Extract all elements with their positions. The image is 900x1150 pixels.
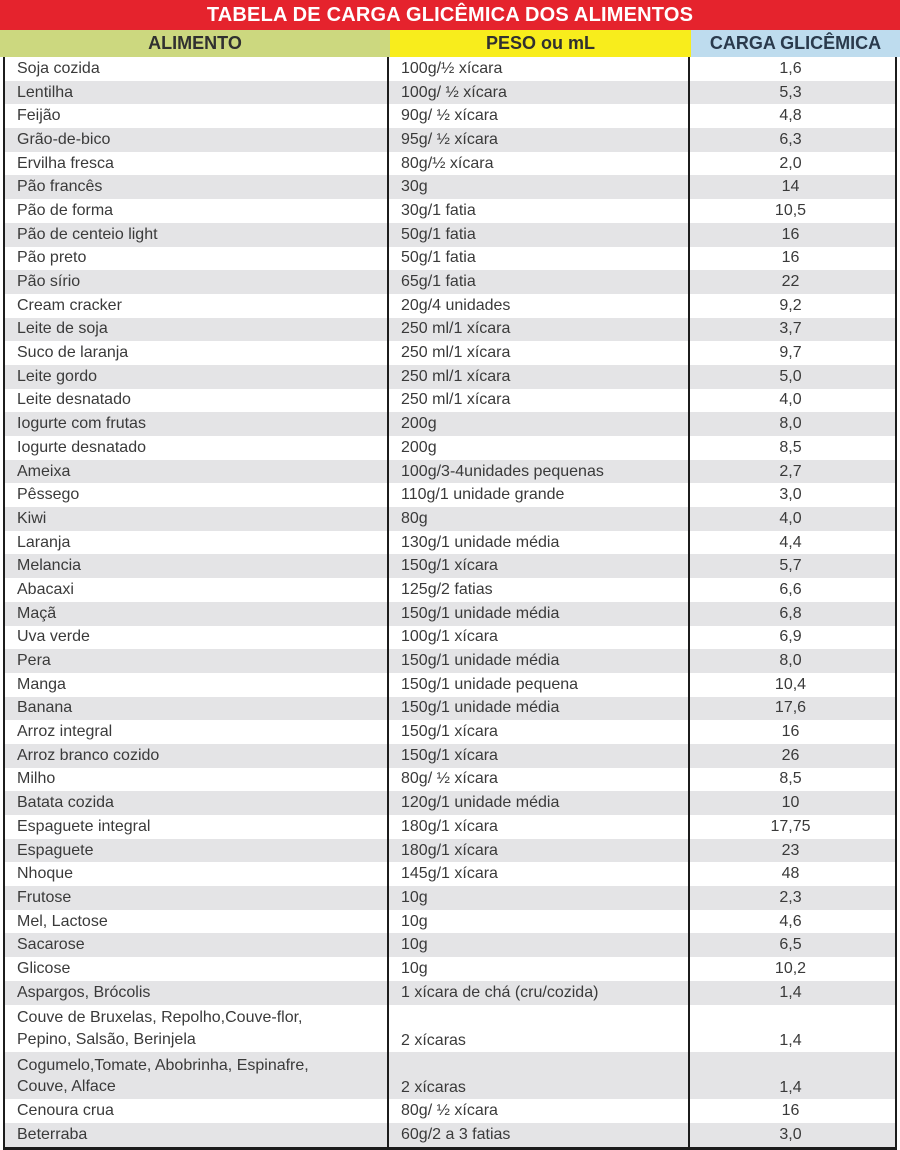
carga-cell: 16 (781, 225, 800, 243)
alimento-cell: Frutose (17, 888, 72, 906)
peso-cell: 100g/ ½ xícara (401, 83, 507, 101)
table-row (5, 768, 895, 792)
carga-cell: 2,0 (779, 154, 802, 172)
table-title: TABELA DE CARGA GLICÊMICA DOS ALIMENTOS (206, 3, 694, 26)
carga-cell: 6,3 (779, 130, 802, 148)
alimento-cell: Beterraba (17, 1125, 88, 1143)
table-row (5, 104, 895, 128)
peso-cell: 200g (401, 438, 437, 456)
peso-cell: 95g/ ½ xícara (401, 130, 498, 148)
carga-cell: 23 (781, 841, 800, 859)
peso-cell: 1 xícara de chá (cru/cozida) (401, 983, 599, 1001)
carga-cell: 10,5 (774, 201, 807, 219)
carga-cell: 2,3 (779, 888, 802, 906)
carga-cell: 10,4 (774, 675, 807, 693)
table-title-bar (0, 0, 900, 30)
peso-cell: 100g/½ xícara (401, 59, 503, 77)
carga-cell: 26 (781, 746, 800, 764)
alimento-cell: Batata cozida (17, 794, 114, 812)
peso-cell: 90g/ ½ xícara (401, 107, 498, 125)
carga-cell: 4,0 (779, 509, 802, 527)
peso-cell: 250 ml/1 xícara (401, 367, 511, 385)
alimento-cell: Iogurte desnatado (17, 438, 146, 456)
table-row (5, 626, 895, 650)
peso-cell: 180g/1 xícara (401, 841, 498, 859)
header-peso: PESO ou mL (390, 30, 691, 57)
alimento-cell: Feijão (17, 107, 61, 125)
table-row (5, 862, 895, 886)
carga-cell: 17,75 (770, 817, 811, 835)
table-row (5, 554, 895, 578)
carga-cell: 10,2 (774, 959, 807, 977)
table-row (5, 507, 895, 531)
carga-cell: 16 (781, 1102, 800, 1120)
table-row (5, 199, 895, 223)
carga-cell: 16 (781, 249, 800, 267)
table-row (5, 460, 895, 484)
alimento-cell: Sacarose (17, 936, 85, 954)
peso-cell: 2 xícaras (401, 1079, 466, 1097)
alimento-cell: Ervilha fresca (17, 154, 114, 172)
table-row (5, 910, 895, 934)
carga-cell: 5,0 (779, 367, 802, 385)
peso-cell: 80g/ ½ xícara (401, 1102, 498, 1120)
table-row (5, 223, 895, 247)
carga-cell: 1,6 (779, 59, 802, 77)
alimento-cell: Aspargos, Brócolis (17, 983, 151, 1001)
alimento-cell: Kiwi (17, 509, 47, 527)
peso-cell: 100g/3-4unidades pequenas (401, 462, 604, 480)
carga-cell: 3,0 (779, 1125, 802, 1143)
peso-cell: 100g/1 xícara (401, 628, 498, 646)
carga-cell: 4,8 (779, 107, 802, 125)
peso-cell: 250 ml/1 xícara (401, 391, 511, 409)
carga-cell: 9,2 (779, 296, 802, 314)
carga-cell: 1,4 (779, 983, 802, 1001)
table-row (5, 649, 895, 673)
alimento-cell: Cream cracker (17, 296, 122, 314)
carga-cell: 8,5 (779, 770, 802, 788)
table-row (5, 341, 895, 365)
table-row (5, 57, 895, 81)
header-carga-glicemica: CARGA GLICÊMICA (691, 30, 900, 57)
table-row (5, 981, 895, 1005)
alimento-cell: Mel, Lactose (17, 912, 108, 930)
table-row (5, 531, 895, 555)
carga-cell: 48 (781, 865, 800, 883)
table-row (5, 602, 895, 626)
peso-cell: 10g (401, 959, 428, 977)
alimento-cell: Cogumelo,Tomate, Abobrinha, Espinafre, Couve, Alface (17, 1056, 309, 1096)
carga-cell: 8,5 (779, 438, 802, 456)
table-row (5, 1099, 895, 1123)
column-header-row (0, 30, 900, 57)
carga-cell: 16 (781, 723, 800, 741)
alimento-cell: Leite gordo (17, 367, 98, 385)
carga-cell: 5,7 (779, 557, 802, 575)
table-row (5, 389, 895, 413)
peso-cell: 250 ml/1 xícara (401, 320, 511, 338)
carga-cell: 9,7 (779, 344, 802, 362)
alimento-cell: Abacaxi (17, 580, 74, 598)
carga-cell: 6,5 (779, 936, 802, 954)
alimento-cell: Soja cozida (17, 59, 100, 77)
alimento-cell: Espaguete (17, 841, 94, 859)
table-row (5, 720, 895, 744)
alimento-cell: Pêssego (17, 486, 80, 504)
peso-cell: 80g/½ xícara (401, 154, 494, 172)
alimento-cell: Leite desnatado (17, 391, 131, 409)
peso-cell: 130g/1 unidade média (401, 533, 560, 551)
table-row (5, 697, 895, 721)
carga-cell: 4,4 (779, 533, 802, 551)
peso-cell: 50g/1 fatia (401, 225, 476, 243)
carga-cell: 5,3 (779, 83, 802, 101)
carga-cell: 10 (781, 794, 800, 812)
alimento-cell: Arroz integral (17, 723, 113, 741)
table-row (5, 81, 895, 105)
peso-cell: 10g (401, 912, 428, 930)
header-alimento: ALIMENTO (0, 30, 390, 57)
alimento-cell: Milho (17, 770, 56, 788)
table-row (5, 744, 895, 768)
peso-cell: 30g/1 fatia (401, 201, 476, 219)
alimento-cell: Melancia (17, 557, 82, 575)
carga-cell: 6,9 (779, 628, 802, 646)
alimento-cell: Suco de laranja (17, 344, 129, 362)
alimento-cell: Espaguete integral (17, 817, 151, 835)
peso-cell: 150g/1 xícara (401, 557, 498, 575)
table-row (5, 436, 895, 460)
table-row (5, 1052, 895, 1099)
peso-cell: 150g/1 unidade média (401, 604, 560, 622)
table-row (5, 365, 895, 389)
peso-cell: 150g/1 xícara (401, 746, 498, 764)
carga-cell: 4,0 (779, 391, 802, 409)
table-row (5, 886, 895, 910)
alimento-cell: Glicose (17, 959, 71, 977)
table-row (5, 175, 895, 199)
alimento-cell: Pão sírio (17, 273, 81, 291)
alimento-cell: Leite de soja (17, 320, 108, 338)
table-row (5, 673, 895, 697)
peso-cell: 50g/1 fatia (401, 249, 476, 267)
alimento-cell: Banana (17, 699, 73, 717)
table-row (5, 483, 895, 507)
peso-cell: 10g (401, 888, 428, 906)
peso-cell: 250 ml/1 xícara (401, 344, 511, 362)
table-row (5, 318, 895, 342)
peso-cell: 150g/1 unidade média (401, 699, 560, 717)
peso-cell: 2 xícaras (401, 1031, 466, 1049)
peso-cell: 10g (401, 936, 428, 954)
peso-cell: 120g/1 unidade média (401, 794, 560, 812)
peso-cell: 150g/1 unidade pequena (401, 675, 579, 693)
carga-cell: 6,6 (779, 580, 802, 598)
peso-cell: 200g (401, 415, 437, 433)
alimento-cell: Pera (17, 652, 51, 670)
carga-cell: 17,6 (774, 699, 807, 717)
alimento-cell: Manga (17, 675, 66, 693)
table-row (5, 578, 895, 602)
table-row (5, 933, 895, 957)
carga-cell: 3,7 (779, 320, 802, 338)
carga-cell: 4,6 (779, 912, 802, 930)
peso-cell: 30g (401, 178, 428, 196)
table-row (5, 128, 895, 152)
alimento-cell: Uva verde (17, 628, 90, 646)
alimento-cell: Cenoura crua (17, 1102, 114, 1120)
peso-cell: 180g/1 xícara (401, 817, 498, 835)
carga-cell: 8,0 (779, 652, 802, 670)
carga-cell: 3,0 (779, 486, 802, 504)
alimento-cell: Arroz branco cozido (17, 746, 160, 764)
peso-cell: 150g/1 xícara (401, 723, 498, 741)
carga-cell: 8,0 (779, 415, 802, 433)
table-row (5, 791, 895, 815)
table-row (5, 957, 895, 981)
alimento-cell: Pão de forma (17, 201, 114, 219)
peso-cell: 145g/1 xícara (401, 865, 498, 883)
alimento-cell: Ameixa (17, 462, 71, 480)
table-row (5, 839, 895, 863)
carga-cell: 1,4 (779, 1031, 802, 1049)
peso-cell: 80g (401, 509, 428, 527)
peso-cell: 60g/2 a 3 fatias (401, 1125, 511, 1143)
alimento-cell: Pão de centeio light (17, 225, 158, 243)
table-body (3, 57, 897, 1150)
alimento-cell: Lentilha (17, 83, 74, 101)
peso-cell: 110g/1 unidade grande (401, 486, 565, 504)
alimento-cell: Couve de Bruxelas, Repolho,Couve-flor, Pepino, Salsão, Berinjela (17, 1009, 303, 1048)
table-row (5, 152, 895, 176)
peso-cell: 65g/1 fatia (401, 273, 476, 291)
table-row (5, 294, 895, 318)
table-row (5, 1005, 895, 1052)
table-row (5, 815, 895, 839)
alimento-cell: Nhoque (17, 865, 74, 883)
peso-cell: 125g/2 fatias (401, 580, 493, 598)
table-row (5, 270, 895, 294)
carga-cell: 1,4 (779, 1079, 802, 1097)
carga-cell: 2,7 (779, 462, 802, 480)
table-row (5, 247, 895, 271)
alimento-cell: Maçã (17, 604, 57, 622)
alimento-cell: Grão-de-bico (17, 130, 111, 148)
alimento-cell: Laranja (17, 533, 71, 551)
alimento-cell: Iogurte com frutas (17, 415, 146, 433)
alimento-cell: Pão francês (17, 178, 103, 196)
table-row (5, 1123, 895, 1147)
peso-cell: 150g/1 unidade média (401, 652, 560, 670)
carga-cell: 22 (781, 273, 800, 291)
peso-cell: 20g/4 unidades (401, 296, 511, 314)
alimento-cell: Pão preto (17, 249, 87, 267)
peso-cell: 80g/ ½ xícara (401, 770, 498, 788)
table-row (5, 412, 895, 436)
carga-cell: 14 (781, 178, 800, 196)
carga-cell: 6,8 (779, 604, 802, 622)
